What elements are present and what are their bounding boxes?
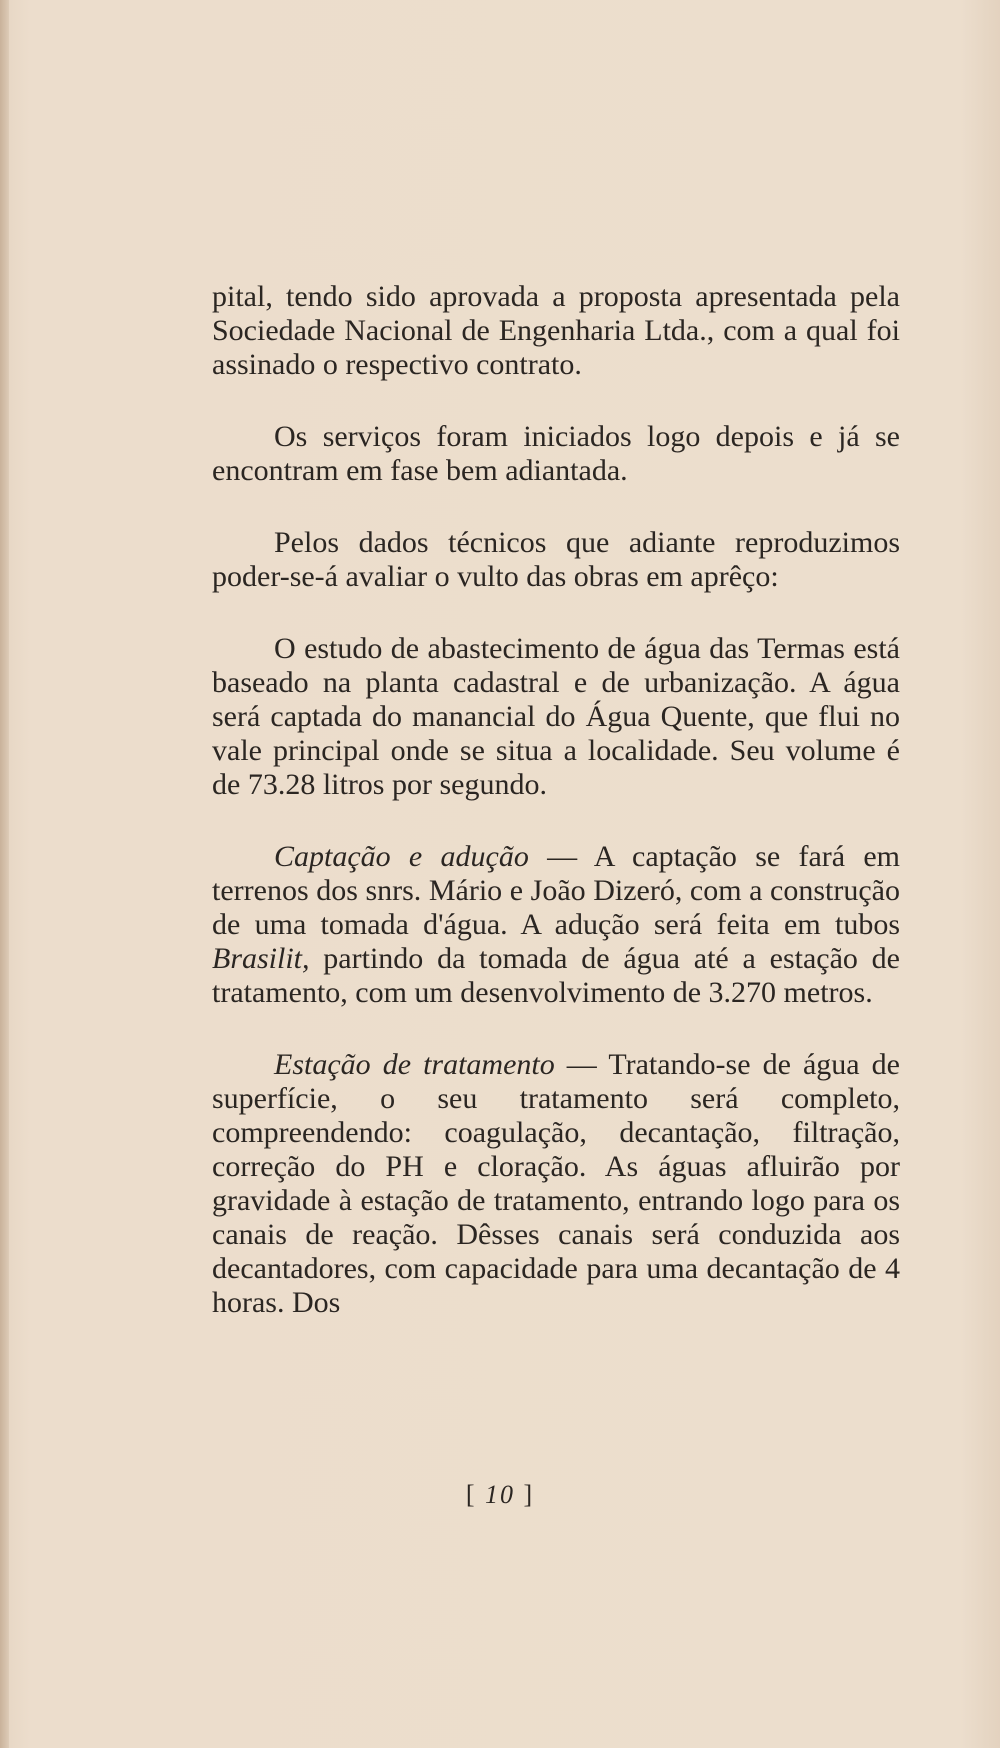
paragraph-3-text: Pelos dados técnicos que adiante reproduzimos poder-se-á avaliar o vulto das obras em aprêço: — [212, 526, 900, 593]
paragraph-5 — [212, 840, 900, 1010]
page-number-close-bracket: ] — [523, 1480, 535, 1509]
paragraph-1 — [212, 280, 900, 382]
paragraph-5-text-a: — A captação se fará em terrenos dos snrs. Mário e João Dizeró, com a construção de uma tomada d'água. A adução será feita em tubos — [212, 840, 900, 941]
paragraph-5-text-b: partindo da tomada de água até a estação de tratamento, com um desenvolvimento de 3.270 metros. — [212, 942, 900, 1009]
page-number — [0, 1480, 1000, 1510]
section-heading-estacao: Estação de tratamento — [274, 1048, 555, 1081]
paragraph-4 — [212, 632, 900, 802]
brand-name-brasilit: Brasilit, — [212, 942, 310, 975]
paragraph-2 — [212, 420, 900, 488]
section-heading-captacao: Captação e adução — [274, 840, 529, 873]
paragraph-2-text: Os serviços foram iniciados logo depois e já se encontram em fase bem adiantada. — [212, 420, 900, 487]
paragraph-3 — [212, 526, 900, 594]
paragraph-4-text: O estudo de abastecimento de água das Termas está baseado na planta cadastral e de urbanização. A água será captada do manancial do Água Quente, que flui no vale principal onde se situa a localidade. Seu volume é de 73.28 litros por segundo. — [212, 632, 900, 801]
body-text — [212, 280, 900, 1358]
page-number-value: 10 — [485, 1480, 515, 1509]
page-number-open-bracket: [ — [465, 1480, 477, 1509]
paragraph-6 — [212, 1048, 900, 1320]
paragraph-6-text: — Tratando-se de água de superfície, o seu tratamento será completo, compreendendo: coagulação, decantação, filtração, correção do PH e cloração. As águas afluirão por gravidade à estação de tratamento, entrando logo para os canais de reação. Dêsses canais será conduzida aos decantadores, com capacidade para uma decantação de 4 horas. Dos — [212, 1048, 900, 1319]
paragraph-1-text: pital, tendo sido aprovada a proposta apresentada pela Sociedade Nacional de Engenharia Ltda., com a qual foi assinado o respectivo contrato. — [212, 280, 900, 381]
